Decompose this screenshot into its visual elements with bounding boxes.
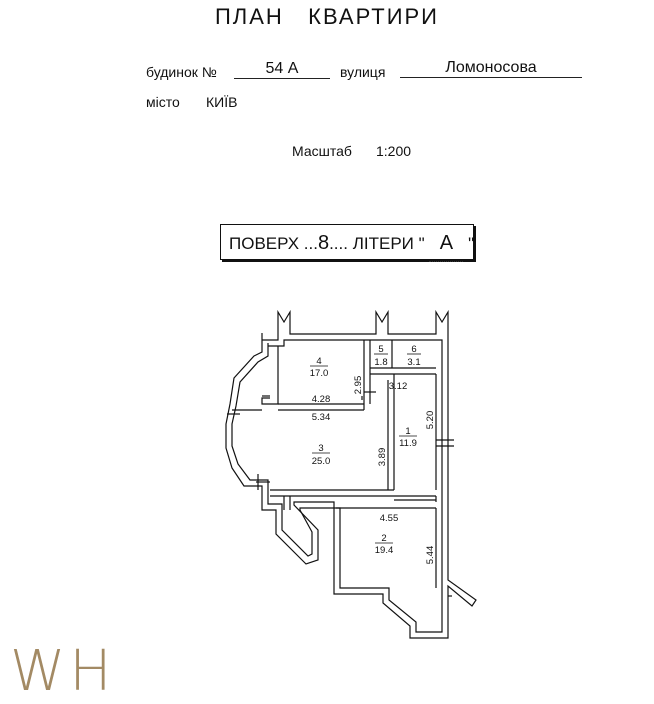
city-label: місто	[146, 94, 180, 110]
dimension-label: 5.44	[425, 545, 436, 565]
room-number: 2	[381, 533, 387, 544]
building-label: будинок №	[146, 64, 217, 80]
dimension-label: 4.55	[379, 513, 399, 524]
page-title: ПЛАН КВАРТИРИ	[214, 4, 439, 29]
room-number: 1	[405, 426, 411, 437]
scale-label: Масштаб	[292, 143, 352, 159]
letter-value: А	[429, 225, 463, 262]
city-name: КИЇВ	[206, 94, 238, 110]
street-name: Ломоносова	[400, 59, 582, 78]
floor-dots-left: ...	[303, 234, 318, 253]
room-area: 1.8	[374, 357, 388, 368]
brand-logo: WH	[10, 639, 116, 704]
dimension-label: 4.28	[311, 394, 331, 405]
dimension-label: 5.20	[425, 410, 436, 430]
quote-open: "	[418, 234, 425, 253]
letter-label: ЛІТЕРИ	[352, 234, 414, 253]
dimension-label: 3.89	[377, 447, 388, 467]
street-label: вулиця	[340, 64, 386, 80]
room-number: 4	[316, 356, 322, 367]
building-number: 54 А	[234, 60, 330, 79]
walls	[226, 312, 476, 638]
floor-label: ПОВЕРХ	[229, 234, 300, 253]
dimension-label: 5.34	[311, 412, 331, 423]
scale-value: 1:200	[376, 143, 412, 159]
floor-number: 8	[317, 232, 330, 254]
room-number: 3	[318, 443, 324, 454]
room-labels	[310, 344, 421, 556]
room-area: 25.0	[311, 456, 331, 467]
room-area: 11.9	[399, 438, 417, 449]
dimension-label: 2.95	[353, 375, 364, 395]
room-number: 6	[411, 344, 417, 355]
room-number: 5	[378, 344, 384, 355]
floor-dots-right: ....	[329, 234, 348, 253]
dimension-label: 3.12	[388, 381, 408, 392]
room-area: 19.4	[374, 545, 394, 556]
room-area: 17.0	[309, 368, 329, 379]
quote-close: "	[468, 234, 475, 253]
room-area: 3.1	[407, 357, 421, 368]
